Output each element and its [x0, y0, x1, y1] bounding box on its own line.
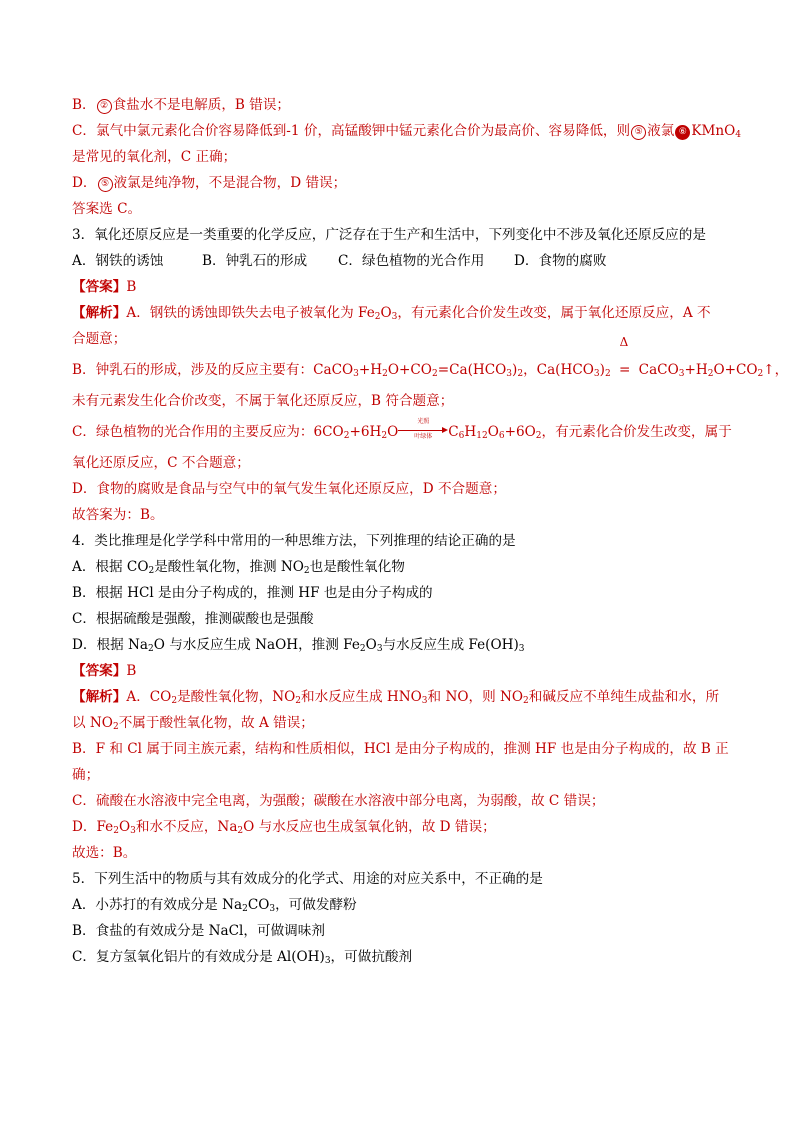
- reaction-arrow-icon: [398, 418, 448, 440]
- answer-line-q3: [72, 274, 724, 300]
- analysis-line-b-q4-cont: 确；: [72, 767, 100, 783]
- explanation-line-b-q2: B． ② 食盐水不是电解质，B 错误；: [72, 97, 291, 113]
- analysis-line-d-q4: D．$Fe_2O_3$和水不反应，$Na_2O$ 与水反应也生成氢氧化钠，故 D 错误；: [72, 819, 496, 836]
- analysis-line-b-q3: B．钟乳石的形成，涉及的反应主要有：$CaCO_3+H_2O+CO_2=Ca(HCO_3)_2$，$Ca(HCO_3)_2$ Δ = $CaCO_3+H_2O+CO_2↑$，: [72, 352, 724, 388]
- analysis-line-c-q4: C．硫酸在水溶液中完全电离，为强酸；碳酸在水溶液中部分电离，为弱酸，故 C 错误；: [72, 793, 605, 809]
- circled-number-6: ⑥: [675, 125, 690, 140]
- condition-chloroplast: 叶绿体: [414, 433, 433, 440]
- question-5-option-c: C．复方氢氧化铝片的有效成分是 $Al(OH)_3$，可做抗酸剂: [72, 949, 413, 966]
- analysis-line-a-q4: 【解析】A．$CO_2$是酸性氧化物，$NO_2$和水反应生成 $HNO_3$和 NO，则 $NO_2$和碱反应不单纯生成盐和水，所: [72, 689, 720, 706]
- question-4-option-c: C．根据硫酸是强酸，推测碳酸也是强酸: [72, 611, 314, 627]
- question-5-stem: 5．下列生活中的物质与其有效成分的化学式、用途的对应关系中，不正确的是: [72, 871, 543, 887]
- question-5-option-b: B．食盐的有效成分是 NaCl，可做调味剂: [72, 923, 325, 939]
- answer-value: B: [126, 279, 137, 295]
- circled-number-2: ②: [97, 99, 112, 114]
- option-a: A．钢铁的诱蚀: [72, 253, 164, 269]
- explanation-line-d-q2: D． ⑤ 液氯是纯净物，不是混合物，D 错误；: [72, 175, 347, 191]
- question-4-stem: 4．类比推理是化学学科中常用的一种思维方法，下列推理的结论正确的是: [72, 533, 516, 549]
- answer-tag: 【答案】: [72, 279, 127, 295]
- question-3-stem: 3．氧化还原反应是一类重要的化学反应，广泛存在于生产和生活中，下列变化中不涉及氧化还原反应的是: [72, 227, 706, 243]
- option-b: B．钟乳石的形成: [202, 253, 308, 269]
- circled-number-5: ⑤: [631, 125, 646, 140]
- question-4-option-a: A．根据 $CO_2$是酸性氧化物，推测 $NO_2$也是酸性氧化物: [72, 559, 405, 576]
- analysis-line-a-q4-cont: 以 $NO_2$不属于酸性氧化物，故 A 错误；: [72, 715, 314, 732]
- option-c: C．绿色植物的光合作用: [338, 253, 485, 269]
- question-5-option-a: A．小苏打的有效成分是 $Na_2CO_3$，可做发酵粉: [72, 897, 357, 914]
- analysis-line-c-q3: C．绿色植物的光合作用的主要反应为：$6CO_2+6H_2O$ 光照 叶绿体 $C_6H_{12}O_6+6O_2$，有元素化合价发生改变，属于: [72, 418, 732, 441]
- answer-tag: 【答案】: [72, 663, 127, 679]
- analysis-tag: 【解析】: [72, 305, 127, 321]
- circled-number-5: ⑤: [98, 177, 113, 192]
- question-3-options: [72, 248, 724, 274]
- option-d: D．食物的腐败: [514, 253, 607, 269]
- analysis-line-b-q3-cont: 未有元素发生化合价改变，不属于氧化还原反应，B 符合题意；: [72, 393, 454, 409]
- answer-conclusion-q3: 故答案为：B。: [72, 507, 164, 523]
- heat-equals-sign: Δ =: [618, 335, 631, 378]
- condition-light: 光照: [417, 418, 430, 425]
- analysis-tag: 【解析】: [72, 689, 127, 705]
- question-4-option-d: D．根据 $Na_2O$ 与水反应生成 NaOH，推测 $Fe_2O_3$与水反应生成 $Fe(OH)_3$: [72, 637, 525, 654]
- delta-symbol: Δ: [619, 335, 629, 349]
- explanation-line-c-q2-cont: 是常见的氧化剂，C 正确；: [72, 149, 237, 165]
- answer-line-q4: [72, 658, 724, 684]
- analysis-line-b-q4: B．F 和 Cl 属于同主族元素，结构和性质相似，HCl 是由分子构成的，推测 HF 也是由分子构成的，故 B 正: [72, 741, 729, 757]
- analysis-line-a-q3: 【解析】A．钢铁的诱蚀即铁失去电子被氧化为 $Fe_2O_3$，有元素化合价发生改变，属于氧化还原反应，A 不: [72, 305, 711, 322]
- page-content: [72, 92, 789, 970]
- answer-conclusion-q2: 答案选 C。: [72, 201, 142, 217]
- analysis-line-d-q3: D．食物的腐败是食品与空气中的氧气发生氧化还原反应，D 不合题意；: [72, 481, 506, 497]
- analysis-line-a-q3-cont: 合题意；: [72, 331, 127, 347]
- answer-conclusion-q4: 故选：B。: [72, 845, 137, 861]
- explanation-line-c-q2: C．氯气中氯元素化合价容易降低到-1 价，高锰酸钾中锰元素化合价为最高价、容易降低，则 ⑤ 液氯 ⑥ KMnO$_4$: [72, 123, 742, 140]
- analysis-line-c-q3-cont: 氧化还原反应，C 不合题意；: [72, 455, 250, 471]
- question-4-option-b: B．根据 HCl 是由分子构成的，推测 HF 也是由分子构成的: [72, 585, 433, 601]
- answer-value: B: [126, 663, 137, 679]
